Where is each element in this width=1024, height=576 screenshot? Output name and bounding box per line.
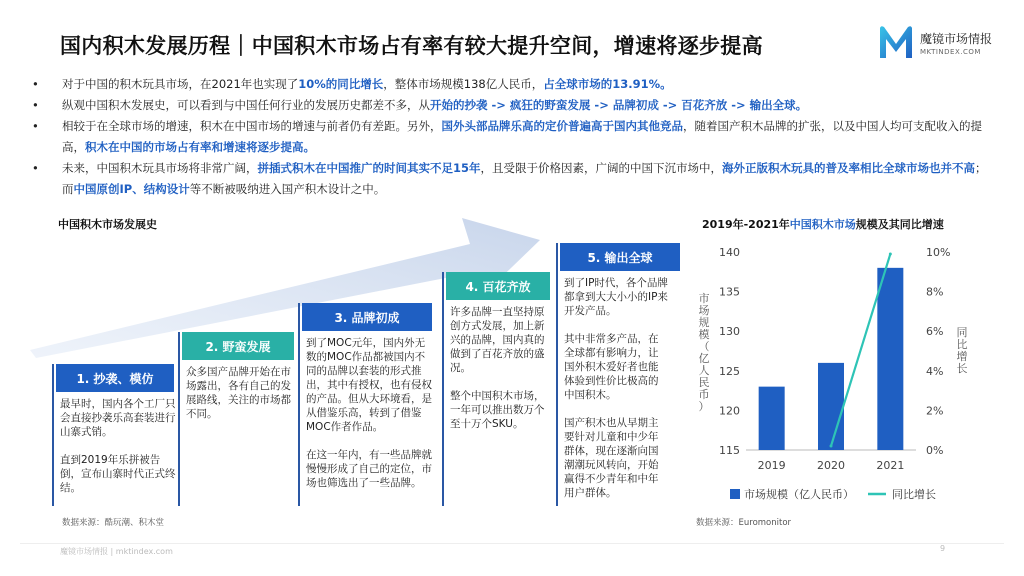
stage-paragraph: 到了IP时代，各个品牌都拿到大大小小的IP来开发产品。 <box>564 277 668 317</box>
stage-paragraph: 直到2019年乐拼被告倒，宣布山寨时代正式终结。 <box>60 454 176 494</box>
bullet-item <box>28 74 988 95</box>
footer-text: 魔镜市场情报 | mktindex.com <box>60 547 173 556</box>
y-left-tick-label: 115 <box>719 444 740 457</box>
history-label: 中国积木市场发展史 <box>58 218 157 231</box>
bullet-text: 对于中国的积木玩具市场，在2021年也实现了 <box>62 77 299 91</box>
y-right-tick-label: 6% <box>926 325 944 339</box>
bullet-highlight: 海外正版积木玩具的普及率相比全球市场也并不高 <box>722 161 976 175</box>
bullet-item <box>28 95 988 116</box>
stage-divider <box>178 332 180 506</box>
y-right-tick-label: 8% <box>926 285 944 299</box>
bullet-dot-icon: • <box>32 98 39 112</box>
bullet-dot-icon: • <box>32 161 39 175</box>
bullet-item <box>28 158 988 200</box>
growth-point-mark <box>889 252 892 255</box>
bar-mark <box>877 268 903 450</box>
bar-mark <box>818 363 844 450</box>
stage-header: 4. 百花齐放 <box>446 272 550 300</box>
bullet-dot-icon: • <box>32 77 39 91</box>
stage-divider <box>442 272 444 506</box>
stage-paragraph: 国产积木也从早期主要针对儿童和中少年群体，现在逐渐向国潮潮玩风转向，开始赢得不少青年和中年用户群体。 <box>564 417 659 499</box>
x-tick-label: 2019 <box>757 459 786 472</box>
bullet-text: 纵观中国积木发展史，可以看到与中国任何行业的发展历史都差不多，从 <box>62 98 430 112</box>
stage-paragraph: 最早时，国内各个工厂只会直接抄袭乐高套装进行山寨式销。 <box>60 398 176 438</box>
stage-header: 1. 抄袭、模仿 <box>56 364 174 392</box>
stage-header: 2. 野蛮发展 <box>182 332 294 360</box>
stage-paragraph: 其中非常多产品，在全球都有影响力，让国外积木爱好者也能体验到性价比极高的中国积木。 <box>564 333 659 401</box>
growth-point-mark <box>830 445 833 448</box>
y-left-axis-title: 市场规模（亿人民币） <box>698 292 710 413</box>
y-left-tick-label: 140 <box>719 246 740 259</box>
bullet-highlight: 开始的抄袭 -> 疯狂的野蛮发展 -> 品牌初成 -> 百花齐放 -> 输出全球。 <box>430 98 808 112</box>
chart-title <box>702 216 944 232</box>
stage-description <box>186 365 296 435</box>
stage-paragraph: 众多国产品牌开始在市场露出，各有自己的发展路线，关注的市场都不同。 <box>186 366 291 420</box>
stage-description <box>60 397 178 509</box>
bullet-text: ，随着国产积木品牌的扩张，以及中国人均可支配收入的提高， <box>62 119 982 154</box>
stage-divider <box>298 303 300 506</box>
y-left-tick-label: 135 <box>719 285 740 299</box>
stage-paragraph: 到了MOC元年，国内外无数的MOC作品都被国内不同的品牌以套装的形式推出，其中有授权，也有侵权的产品。但从大环境看，是从借鉴乐高，转到了借鉴MOC作者作品。 <box>306 337 432 433</box>
y-right-tick-label: 2% <box>926 404 944 418</box>
stage-description <box>450 305 552 445</box>
chart-source: 数据来源：Euromonitor <box>696 518 792 528</box>
bullet-list <box>28 74 988 200</box>
bullet-text: 等不断被吸纳进入国产积木设计之中。 <box>189 182 386 196</box>
bullet-text: 相较于在全球市场的增速，积木在中国市场的增速与前者仍有差距。另外， <box>62 119 442 133</box>
stage-paragraph: 在这一年内，有一些品牌就慢慢形成了自己的定位，市场也筛选出了一些品牌。 <box>306 449 432 489</box>
history-source: 数据来源：酷玩潮、积木堂 <box>62 518 165 528</box>
bullet-text: ，整体市场规模138亿人民币， <box>383 77 544 91</box>
y-right-axis-title: 同比增长 <box>956 326 968 375</box>
stage-paragraph: 整个中国积木市场，一年可以推出数万个至十万个SKU。 <box>450 390 545 430</box>
stage-description <box>306 336 434 504</box>
y-right-tick-label: 10% <box>926 246 951 259</box>
y-right-tick-label: 4% <box>926 364 944 378</box>
stage-header: 3. 品牌初成 <box>302 303 432 331</box>
stage-header: 5. 输出全球 <box>560 243 680 271</box>
y-left-tick-label: 120 <box>719 404 740 418</box>
footer-divider <box>20 543 1004 544</box>
x-tick-label: 2021 <box>876 459 905 472</box>
bullet-dot-icon: • <box>32 119 39 133</box>
bullet-item <box>28 116 988 158</box>
logo-url: MKTINDEX.COM <box>920 48 981 56</box>
logo-mark-icon <box>876 22 916 62</box>
bullet-highlight: 拼插式积木在中国推广的时间其实不足15年 <box>257 161 481 175</box>
bullet-text: ，且受限于价格因素，广阔的中国下沉市场中， <box>480 161 723 175</box>
stage-description <box>564 276 668 514</box>
chart-title-suffix: 规模及其同比增速 <box>855 218 944 231</box>
legend-bar-label: 市场规模（亿人民币） <box>744 488 854 501</box>
bullet-highlight: 积木在中国的市场占有率和增速将逐步提高。 <box>85 140 315 154</box>
bullet-highlight: 10%的同比增长 <box>298 77 384 91</box>
y-left-tick-label: 125 <box>719 364 740 378</box>
y-left-tick-label: 130 <box>719 325 740 339</box>
chart-title-prefix: 2019年-2021年 <box>702 218 790 231</box>
page-title: 国内积木发展历程｜中国积木市场占有率有较大提升空间，增速将逐步提高 <box>60 34 763 58</box>
bullet-highlight: 中国原创IP、结构设计 <box>73 182 190 196</box>
market-size-chart <box>690 240 990 510</box>
stage-divider <box>52 364 54 506</box>
legend-bar-swatch <box>730 489 740 499</box>
chart-title-highlight: 中国积木市场 <box>789 218 856 231</box>
bullet-highlight: 占全球市场的13.91%。 <box>543 77 672 91</box>
bar-mark <box>759 387 785 450</box>
stage-divider <box>556 243 558 506</box>
bullet-highlight: 国外头部品牌乐高的定价普遍高于国内其他竞品 <box>441 119 683 133</box>
bullet-text: ；而 <box>62 161 987 196</box>
legend-line-label: 同比增长 <box>892 488 936 501</box>
bullet-text: 未来，中国积木玩具市场将非常广阔， <box>62 161 258 175</box>
brand-logo <box>876 22 1006 70</box>
page-number: 9 <box>940 544 946 553</box>
y-right-tick-label: 0% <box>926 444 944 457</box>
stage-paragraph: 许多品牌一直坚持原创方式发展，加上新兴的品牌，国内真的做到了百花齐放的盛况。 <box>450 306 545 374</box>
x-tick-label: 2020 <box>817 459 845 472</box>
logo-name: 魔镜市场情报 <box>920 32 993 46</box>
